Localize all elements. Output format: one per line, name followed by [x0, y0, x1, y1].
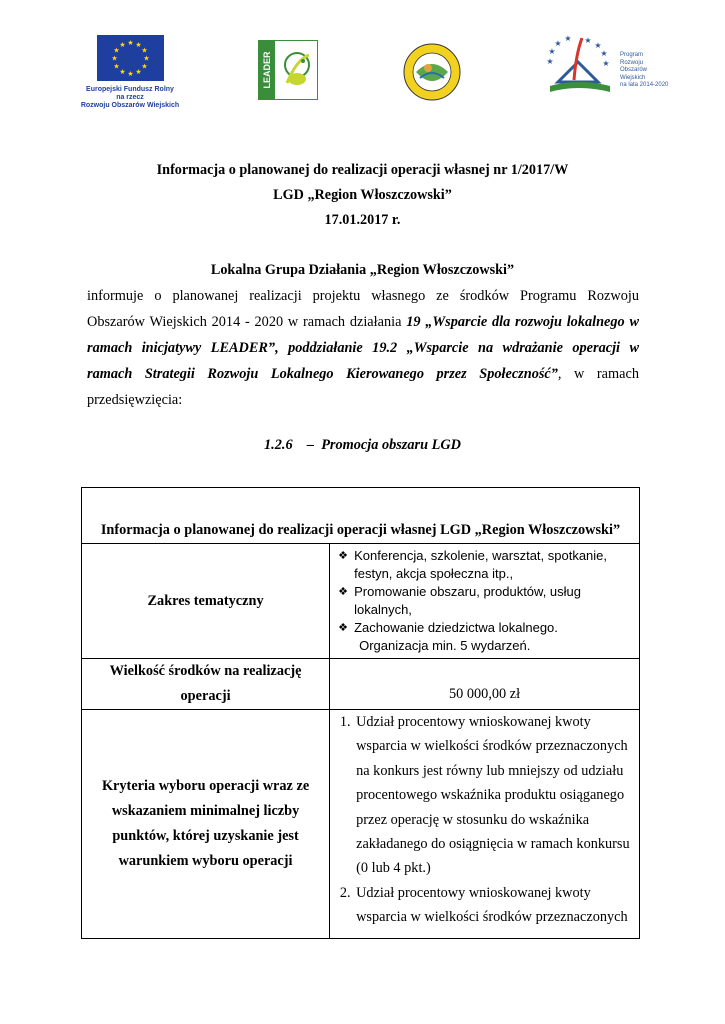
svg-text:★: ★: [141, 46, 148, 55]
document-title: Informacja o planowanej do realizacji operacji własnej nr 1/2017/W: [156, 162, 569, 178]
svg-text:★: ★: [602, 59, 610, 68]
svg-text:★: ★: [141, 62, 148, 71]
diamond-bullet-icon: ❖: [338, 585, 348, 598]
eu-fund-caption: Europejski Fundusz Rolny na rzecz Rozwoju Obszarów Wiejskich: [80, 86, 180, 109]
prow-caption: Program Rozwoju Obszarów Wiejskich na lata 2014-2020: [620, 52, 669, 89]
svg-text:★: ★: [143, 54, 150, 63]
svg-text:★: ★: [113, 62, 120, 71]
body-line: ramach inicjatywy LEADER”, poddziałanie 19.2 „Wsparcie na wdrażanie operacji w: [87, 340, 639, 356]
document-date: 17.01.2017 r.: [324, 212, 401, 228]
diamond-bullet-icon: ❖: [338, 621, 348, 634]
prow-logo: [544, 34, 616, 96]
logo-bar: [0, 0, 725, 130]
svg-text:★: ★: [546, 57, 554, 66]
svg-text:★: ★: [584, 36, 592, 45]
section-subtitle: 1.2.6 – Promocja obszaru LGD: [264, 437, 461, 453]
list-item: ❖ Zachowanie dziedzictwa lokalnego.: [338, 619, 558, 635]
criteria-label: Kryteria wyboru operacji wraz ze wskazaniem minimalnej liczby punktów, której uzyskanie jest warunkiem wyboru operacji: [82, 710, 330, 939]
operation-info-table: [81, 487, 640, 939]
svg-text:★: ★: [548, 47, 556, 56]
svg-text:★: ★: [135, 68, 142, 76]
body-line: informuje o planowanej realizacji projektu własnego ze środków Programu Rozwoju: [87, 288, 639, 304]
table-header: Informacja o planowanej do realizacji operacji własnej LGD „Region Włoszczowski”: [82, 488, 640, 544]
list-item: ❖ Promowanie obszaru, produktów, usług lokalnych,: [338, 583, 582, 617]
document-title-lgd: LGD „Region Włoszczowski”: [273, 187, 452, 203]
funds-amount: 50 000,00 zł: [330, 659, 640, 710]
svg-text:★: ★: [119, 68, 126, 76]
events-note: Organizacja min. 5 wydarzeń.: [359, 637, 531, 653]
lgd-region-logo: [402, 38, 462, 106]
list-item: ❖ Konferencja, szkolenie, warsztat, spotkanie, festyn, akcja społeczna itp.,: [338, 547, 608, 581]
funds-label: Wielkość środków na realizację operacji: [82, 659, 330, 710]
criteria-item: 2. Udział procentowy wnioskowanej kwoty wsparcia w wielkości środków przeznaczonych: [354, 881, 639, 930]
svg-text:★: ★: [111, 54, 118, 63]
diamond-bullet-icon: ❖: [338, 549, 348, 562]
svg-text:★: ★: [113, 46, 120, 55]
thematic-scope-label: Zakres tematyczny: [82, 544, 330, 659]
organization-name: Lokalna Grupa Działania „Region Włoszczowski”: [210, 262, 515, 278]
svg-text:★: ★: [135, 41, 142, 49]
svg-text:★: ★: [594, 41, 602, 50]
body-line: przedsięwzięcia:: [87, 392, 183, 408]
thematic-scope-cell: [330, 544, 640, 659]
eu-flag-logo: [97, 35, 164, 81]
svg-text:★: ★: [564, 34, 572, 43]
svg-text:★: ★: [554, 39, 562, 48]
svg-text:★: ★: [600, 49, 608, 58]
svg-text:★: ★: [127, 39, 134, 47]
criteria-item: 1. Udział procentowy wnioskowanej kwoty wsparcia w wielkości środków przeznaczonych na konkurs jest równy lub mniejszy od udziału procentowego wskaźnika produktu osiąganego przez operację w stosunku do wskaźnika zakładanego do osiągnięcia w ramach konkursu (0 lub 4 pkt.): [354, 710, 639, 881]
body-line: Obszarów Wiejskich 2014 - 2020 w ramach działania 19 „Wsparcie dla rozwoju lokalnego w: [87, 314, 639, 330]
criteria-cell: [330, 710, 640, 939]
svg-text:★: ★: [119, 41, 126, 49]
svg-text:★: ★: [127, 70, 134, 78]
leader-logo: LEADER: [258, 40, 318, 100]
body-paragraph: [87, 283, 639, 413]
body-line: ramach Strategii Rozwoju Lokalnego Kierowanego przez Społeczność”, w ramach: [87, 366, 639, 382]
